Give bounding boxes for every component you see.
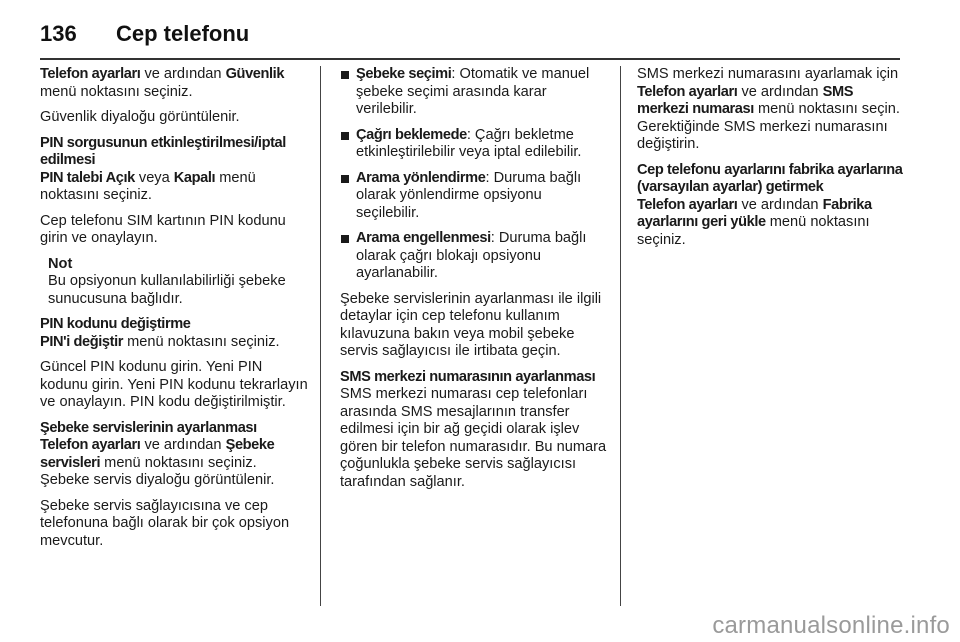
menu-term: PIN talebi Açık [40, 169, 135, 186]
page-number: 136 [40, 21, 77, 46]
paragraph: Şebeke servislerinin ayarlanması ile ilgili detaylar için cep telefonu kullanım kılavuzuna bakın veya mobil şebeke servis sağlayıcısı ile irtibata geçin. [340, 290, 602, 359]
paragraph: SMS merkezi numarası cep telefonları arasında SMS mesajlarının transfer edilmesi için bir ağ geçidi olarak işlev gören bir telefon numarasıdır. Bu numara çoğunlukla şebeke servis sağlayıcısı tarafından sağlanır. [340, 386, 607, 490]
menu-term: Kapalı [173, 169, 216, 186]
paragraph: Şebeke servis sağlayıcısına ve cep telefonuna bağlı olarak bir çok opsiyon mevcutur. [40, 497, 290, 549]
bullet-item: Arama yönlendirme: Duruma bağlı olarak yönlendirme opsiyonu seçilebilir. [340, 170, 608, 223]
note-title: Not [48, 255, 73, 272]
paragraph: Güncel PIN kodunu girin. Yeni PIN kodunu girin. Yeni PIN kodunu tekrarlayın ve onaylayın. PIN kodu değiştirilmiştir. [40, 359, 308, 410]
column-3 [637, 66, 905, 257]
section-heading: PIN sorgusunun etkinleştirilmesi/iptal edilmesi [40, 134, 286, 168]
menu-term: Arama engellenmesi [356, 230, 491, 246]
reset-section: Cep telefonu ayarlarını fabrika ayarlarına (varsayılan ayarlar) getirmek Telefon ayarları ve ardından Fabrika ayarlarını geri yükle menü noktasını seçiniz. [637, 162, 905, 250]
pin-enable-section: PIN sorgusunun etkinleştirilmesi/iptal edilmesi PIN talebi Açık veya Kapalı menü noktasını seçiniz. [40, 135, 308, 205]
bullet-item: Şebeke seçimi: Otomatik ve manuel şebeke seçimi arasında karar verilebilir. [340, 66, 608, 119]
watermark: carmanualsonline.info [712, 612, 950, 639]
section-heading: SMS merkezi numarasının ayarlanması [340, 368, 596, 385]
header-rule [40, 58, 900, 60]
section-heading: Şebeke servislerinin ayarlanması [40, 419, 257, 436]
menu-term: Fabrika ayarlarını geri yükle [637, 196, 872, 230]
sms-section [340, 369, 608, 492]
menu-term: SMS merkezi numarası [637, 83, 854, 117]
menu-term: Telefon ayarları [40, 66, 141, 82]
bullet-item: Çağrı beklemede: Çağrı bekletme etkinleştirilebilir veya iptal edilebilir. [340, 127, 608, 162]
menu-term: Telefon ayarları [637, 196, 738, 213]
note-box [48, 256, 308, 309]
column-1 [40, 66, 308, 558]
page-header [40, 14, 900, 54]
column-2 [340, 66, 608, 499]
menu-term: Telefon ayarları [40, 437, 141, 453]
menu-term: Telefon ayarları [637, 83, 738, 100]
menu-term: Güvenlik [225, 66, 285, 82]
column-divider-1 [320, 66, 321, 606]
menu-term: PIN'i değiştir [40, 333, 124, 350]
paragraph: Şebeke servis diyaloğu görüntülenir. [40, 472, 275, 488]
section-heading: PIN kodunu değiştirme [40, 316, 191, 332]
menu-term: Şebeke servisleri [40, 437, 275, 471]
sms-setting-paragraph: SMS merkezi numarasını ayarlamak için Telefon ayarları ve ardından SMS merkezi numarası menü noktasını seçin. Gerektiğinde SMS merkezi numarasını değiştirin. [637, 66, 900, 152]
column-divider-2 [620, 66, 621, 606]
page-title: Cep telefonu [116, 21, 250, 46]
menu-term: Arama yönlendirme [356, 169, 486, 186]
bullet-item: Arama engellenmesi: Duruma bağlı olarak çağrı blokajı opsiyonu ayarlanabilir. [340, 230, 608, 283]
paragraph: Güvenlik diyaloğu görüntülenir. [40, 109, 240, 125]
note-text: Bu opsiyonun kullanılabilirliği şebeke sunucusuna bağlıdır. [48, 273, 286, 307]
pin-change-section: PIN kodunu değiştirme PIN'i değiştir menü noktasını seçiniz. [40, 316, 308, 351]
section-heading: Cep telefonu ayarlarını fabrika ayarlarına (varsayılan ayarlar) getirmek [637, 161, 903, 195]
menu-term: Şebeke seçimi [356, 66, 452, 82]
security-intro: Telefon ayarları ve ardından Güvenlik menü noktasını seçiniz. [40, 66, 285, 100]
paragraph: Cep telefonu SIM kartının PIN kodunu girin ve onaylayın. [40, 212, 286, 246]
network-section: Şebeke servislerinin ayarlanması Telefon ayarları ve ardından Şebeke servisleri menü noktasını seçiniz. Şebeke servis diyaloğu görüntülenir. [40, 420, 308, 490]
menu-term: Çağrı beklemede [356, 126, 467, 143]
